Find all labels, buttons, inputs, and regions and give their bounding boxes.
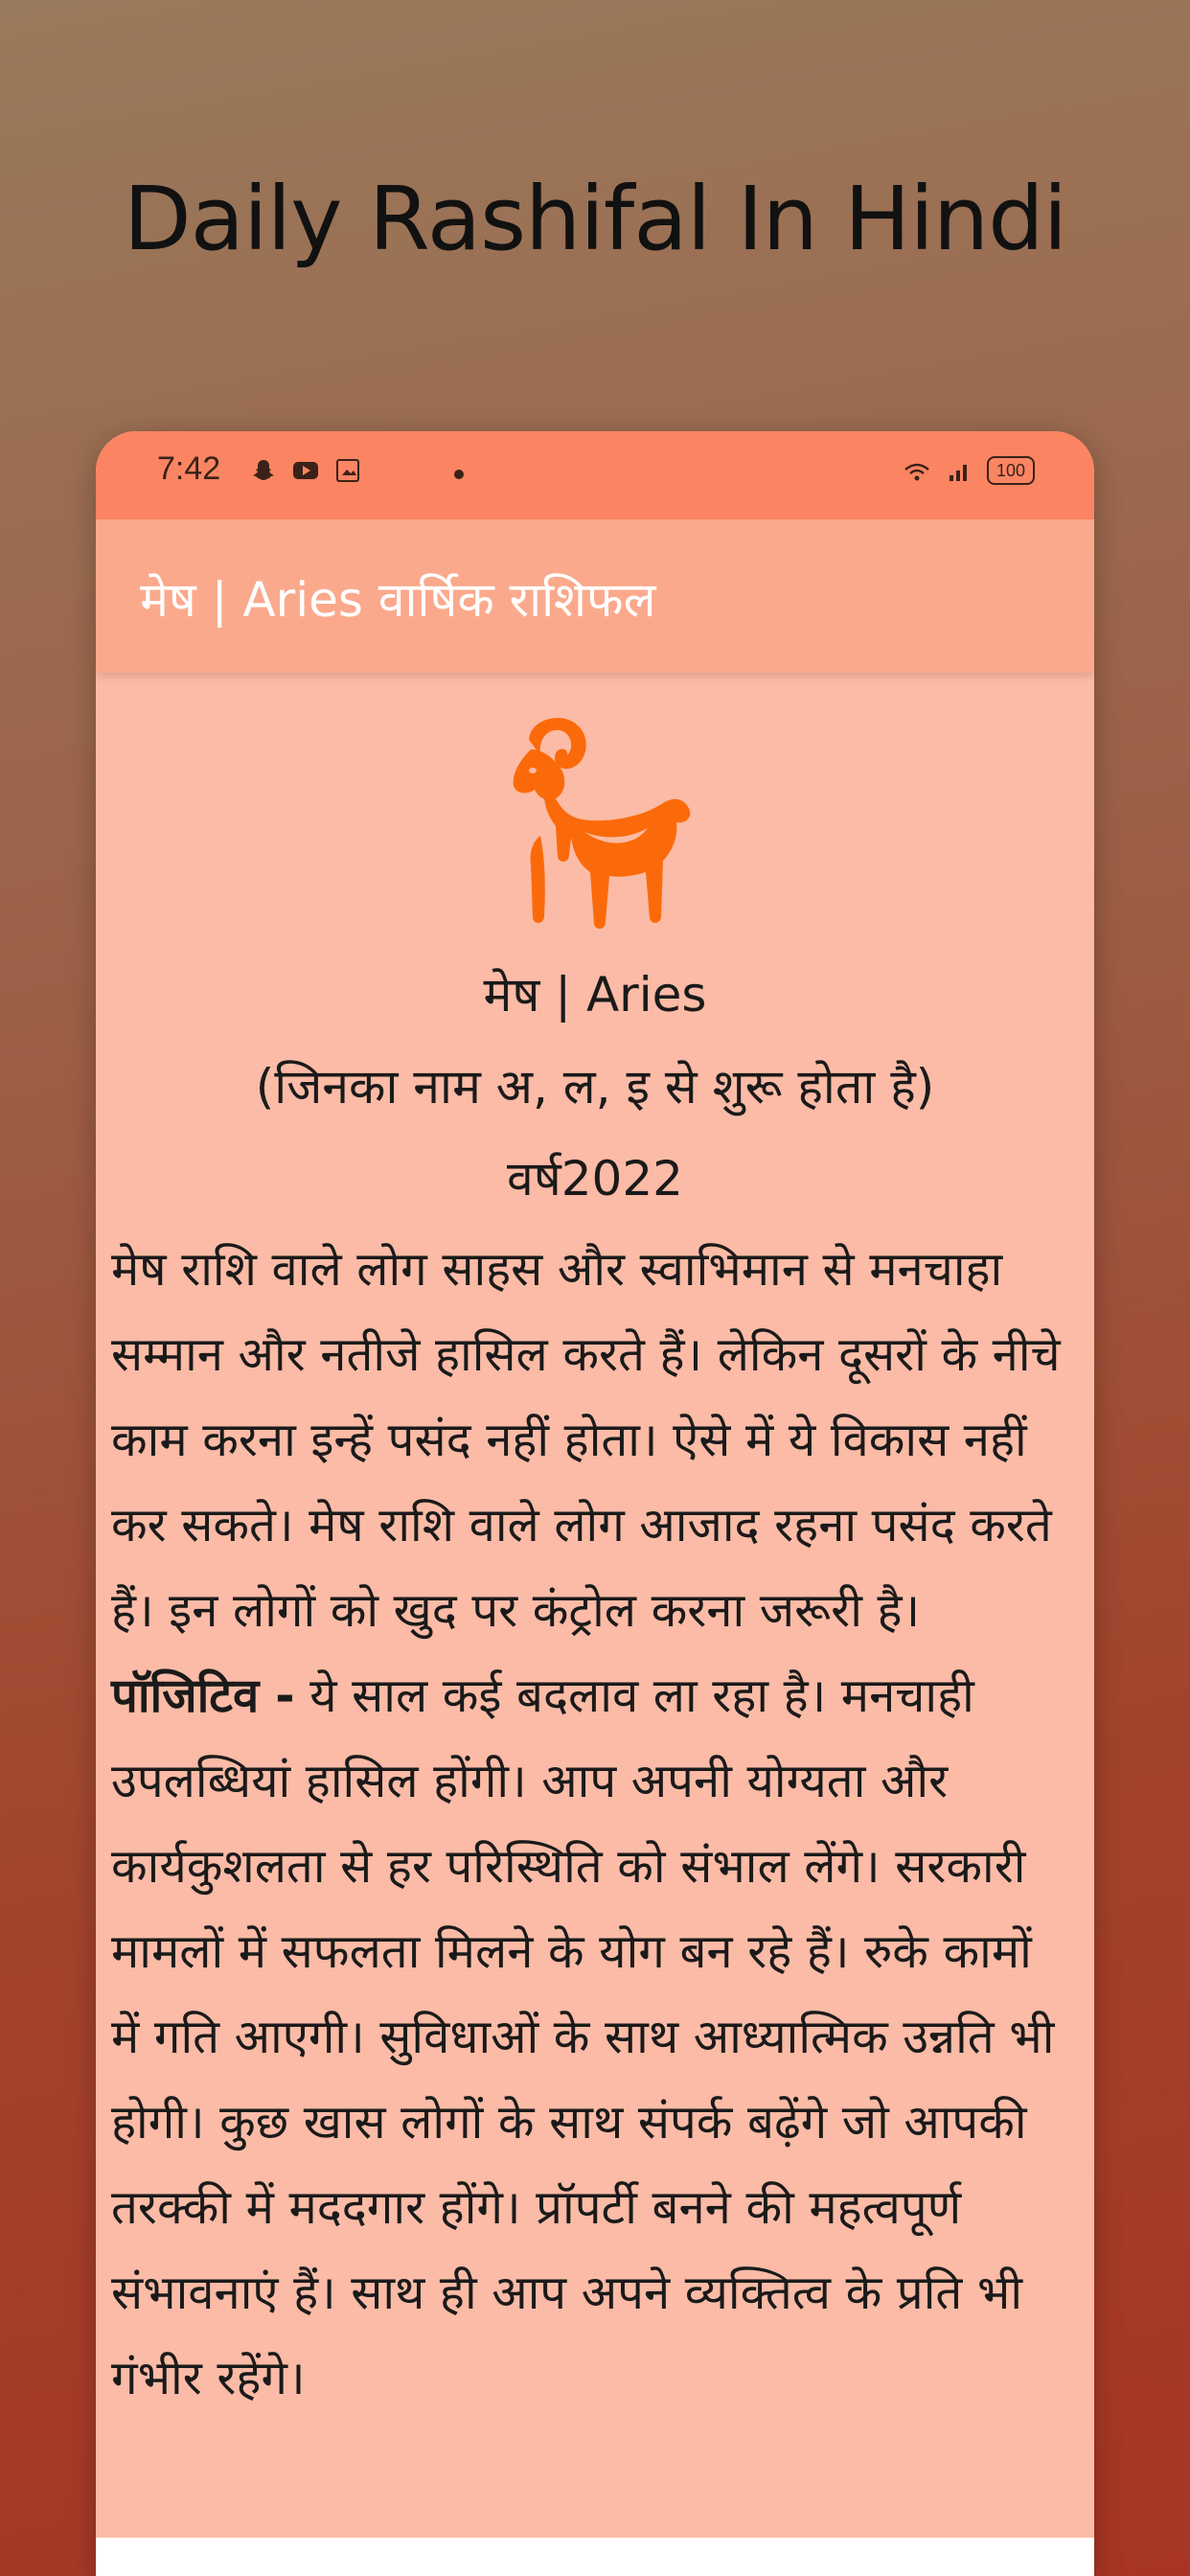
youtube-icon bbox=[291, 456, 320, 485]
status-icons-left bbox=[249, 456, 362, 485]
image-icon bbox=[333, 456, 362, 485]
horoscope-body bbox=[111, 1227, 1069, 2421]
snapchat-icon bbox=[249, 456, 278, 485]
positive-label: पॉजिटिव - bbox=[111, 1668, 295, 1723]
app-bar-title: मेष | Aries वार्षिक राशिफल bbox=[140, 572, 656, 628]
status-time: 7:42 bbox=[157, 450, 221, 487]
intro-paragraph: मेष राशि वाले लोग साहस और स्वाभिमान से मनचाहा सम्मान और नतीजे हासिल करते हैं। लेकिन दूसरों के नीचे काम करना इन्हें पसंद नहीं होता। ऐसे में ये विकास नहीं कर सकते। मेष राशि वाले लोग आजाद रहना पसंद करते हैं। इन लोगों को खुद पर कंट्रोल करना जरूरी है। bbox=[111, 1242, 1061, 1638]
bottom-edge bbox=[96, 2538, 1094, 2576]
year-label: वर्ष2022 bbox=[507, 1151, 683, 1207]
promo-title: Daily Rashifal In Hindi bbox=[123, 168, 1067, 270]
horoscope-content[interactable] bbox=[96, 673, 1094, 2576]
positive-paragraph bbox=[111, 1653, 1069, 2421]
phone-screen bbox=[96, 431, 1094, 2576]
battery-icon: 100 bbox=[987, 456, 1035, 485]
notification-dot bbox=[454, 470, 464, 479]
app-bar bbox=[96, 519, 1094, 673]
sign-name: मेष | Aries bbox=[483, 967, 707, 1023]
status-icons-right bbox=[903, 456, 1035, 485]
positive-text: ये साल कई बदलाव ला रहा है। मनचाही उपलब्धियां हासिल होंगी। आप अपनी योग्यता और कार्यकुशलता से हर परिस्थिति को संभाल लेंगे। सरकारी मामलों में सफलता मिलने के योग बन रहे हैं। रुके कामों में गति आएगी। सुविधाओं के साथ आध्यात्मिक उन्नति भी होगी। कुछ खास लोगों के साथ संपर्क बढ़ेंगे जो आपकी तरक्की में मददगार होंगे। प्रॉपर्टी बनने की महत्वपूर्ण संभावनाएं हैं। साथ ही आप अपने व्यक्तित्व के प्रति भी गंभीर रहेंगे। bbox=[111, 1668, 1055, 2405]
signal-wifi-icon bbox=[903, 456, 931, 485]
sign-letters: (जिनका नाम अ, ल, इ से शुरू होता है) bbox=[255, 1059, 935, 1115]
aries-ram-icon bbox=[502, 711, 694, 941]
status-bar bbox=[96, 431, 1094, 519]
cellular-signal-icon bbox=[945, 456, 973, 485]
